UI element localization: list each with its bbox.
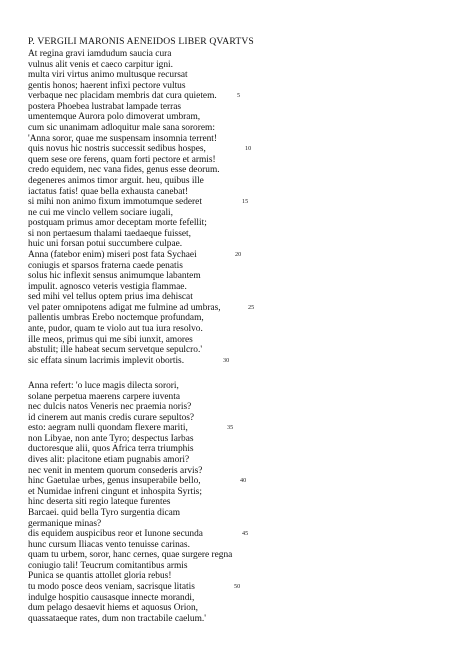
verse-text: dis equidem auspicibus reor et Iunone secunda [28,529,203,540]
verse-text: verbaque nec placidam membris dat cura quietem. [28,91,217,102]
line-number: 40 [240,477,247,485]
verse-line [28,335,288,346]
verse-line [28,356,288,367]
verse-text: huic uni forsan potui succumbere culpae. [28,239,183,250]
verse-line [28,165,288,176]
verse-line [28,476,288,487]
verse-line [28,60,288,71]
verse-line [28,444,288,455]
verse-line [28,91,288,102]
verse-line [28,593,288,604]
line-number: 30 [223,356,230,364]
verse-text: ante, pudor, quam te violo aut tua iura resolvo. [28,324,203,335]
verse-line [28,487,288,498]
line-number: 20 [235,250,242,258]
stanza-1 [28,49,288,366]
verse-text: germanique minas? [28,518,102,529]
verse-text: coniugis et sparsos fraterna caede penatis [28,260,183,271]
verse-line [28,112,288,123]
verse-line [28,303,288,314]
verse-text: id cinerem aut manis credis curare sepultos? [28,412,195,423]
verse-text: Anna refert: 'o luce magis dilecta sorori, [28,381,179,391]
verse-text: hinc Gaetulae urbes, genus insuperabile bello, [28,476,201,487]
verse-line [28,208,288,219]
verse-line [28,144,288,155]
verse-line [28,134,288,145]
verse-line [28,550,288,561]
verse-line [28,571,288,582]
verse-text: vulnus alit venis et caeco carpitur igni. [28,59,174,70]
line-number: 45 [242,530,249,538]
verse-text: umentemque Aurora polo dimoverat umbram, [28,112,201,123]
verse-line [28,81,288,92]
verse-text: ductoresque alii, quos Africa terra triumphis [28,444,194,455]
verse-line [28,313,288,324]
verse-line [28,123,288,134]
verse-text: Punica se quantis attollet gloria rebus! [28,571,172,582]
line-number: 50 [234,582,241,590]
verse-text: indulge hospitio causasque innecte morandi, [28,592,195,603]
verse-text: solane perpetua maerens carpere iuventa [28,391,181,402]
verse-line [28,540,288,551]
line-number: 5 [237,92,241,100]
verse-line [28,455,288,466]
verse-text: tu modo posce deos veniam, sacrisque litatis [28,581,195,592]
verse-text: multa viri virtus animo multusque recursat [28,70,188,81]
verse-text: hunc cursum Iliacas vento tenuisse carinas. [28,539,190,550]
verse-line [28,197,288,208]
verse-text: dives alit: placitone etiam pugnabis amori? [28,455,190,466]
verse-text: si non pertaesum thalami taedaeque fuisset, [28,228,191,239]
verse-text: At regina gravi iamdudum saucia cura [28,49,172,59]
verse-text: quassataeque rates, dum non tractabile caelum.' [28,613,206,624]
verse-line [28,70,288,81]
verse-line [28,229,288,240]
verse-text: pallentis umbras Erebo noctemque profundam, [28,313,204,324]
verse-text: non Libyae, non ante Tyro; despectus Iarbas [28,433,194,444]
line-number: 25 [248,303,255,311]
verse-text: abstulit; ille habeat secum servetque sepulcro.' [28,345,203,356]
verse-text: sed mihi vel tellus optem prius ima dehiscat [28,292,193,303]
verse-text: postquam primus amor deceptam morte fefellit; [28,218,207,229]
verse-line [28,466,288,477]
verse-line [28,614,288,625]
verse-line [28,603,288,614]
verse-text: Barcaei. quid bella Tyro surgentia dicam [28,507,181,518]
verse-line [28,49,288,60]
verse-line [28,519,288,530]
verse-text: quis novus hic nostris successit sedibus hospes, [28,144,206,155]
verse-line [28,187,288,198]
verse-line [28,508,288,519]
verse-line [28,176,288,187]
document-title: P. VERGILI MARONIS AENEIDOS LIBER QVARTVS [28,36,254,47]
verse-text: gentis honos; haerent infixi pectore vultus [28,80,186,91]
verse-line [28,561,288,572]
verse-line [28,155,288,166]
verse-text: 'Anna soror, quae me suspensam insomnia terrent! [28,133,218,144]
verse-text: si mihi non animo fixum immotumque sederet [28,197,202,208]
verse-line [28,292,288,303]
verse-line [28,250,288,261]
verse-line [28,392,288,403]
line-number: 35 [227,424,234,432]
verse-text: coniugio tali! Teucrum comitantibus armis [28,560,188,571]
verse-line [28,282,288,293]
line-number: 15 [242,198,249,206]
verse-text: Anna (fatebor enim) miseri post fata Sychaei [28,249,197,260]
verse-line [28,218,288,229]
verse-line [28,381,288,392]
verse-text: postera Phoebea lustrabat lampade terras [28,101,182,112]
verse-text: ille meos, primus qui me sibi iunxit, amores [28,334,193,345]
verse-text: esto: aegram nulli quondam flexere mariti, [28,423,188,434]
verse-line [28,529,288,540]
verse-text: dum pelago desaevit hiems et aquosus Orion, [28,603,199,614]
stanza-2 [28,381,288,624]
verse-line [28,423,288,434]
verse-text: degeneres animos timor arguit. heu, quibus ille [28,175,204,186]
verse-text: nec dulcis natos Veneris nec praemia noris? [28,402,192,413]
verse-line [28,413,288,424]
verse-text: quam tu urbem, soror, hanc cernes, quae surgere regna [28,550,233,561]
verse-line [28,261,288,272]
verse-line [28,102,288,113]
verse-line [28,582,288,593]
verse-text: quem sese ore ferens, quam forti pectore et armis! [28,154,216,165]
verse-text: impulit. agnosco veteris vestigia flammae. [28,281,187,292]
verse-text: sic effata sinum lacrimis implevit obortis. [28,355,185,366]
verse-line [28,497,288,508]
verse-text: solus hic inflexit sensus animumque labantem [28,271,201,282]
verse-line [28,324,288,335]
verse-line [28,239,288,250]
verse-text: hinc deserta siti regio lateque furentes [28,497,171,508]
verse-text: vel pater omnipotens adigat me fulmine ad umbras, [28,302,221,313]
verse-text: cum sic unanimam adloquitur male sana sororem: [28,123,215,134]
verse-line [28,402,288,413]
verse-text: nec venit in mentem quorum consederis arvis? [28,465,203,476]
verse-line [28,271,288,282]
verse-line [28,434,288,445]
verse-text: et Numidae infreni cingunt et inhospita Syrtis; [28,486,202,497]
verse-text: ne cui me vinclo vellem sociare iugali, [28,207,174,218]
verse-line [28,345,288,356]
line-number: 10 [245,145,252,153]
verse-text: iactatus fatis! quae bella exhausta canebat! [28,186,189,197]
verse-text: credo equidem, nec vana fides, genus esse deorum. [28,165,220,176]
